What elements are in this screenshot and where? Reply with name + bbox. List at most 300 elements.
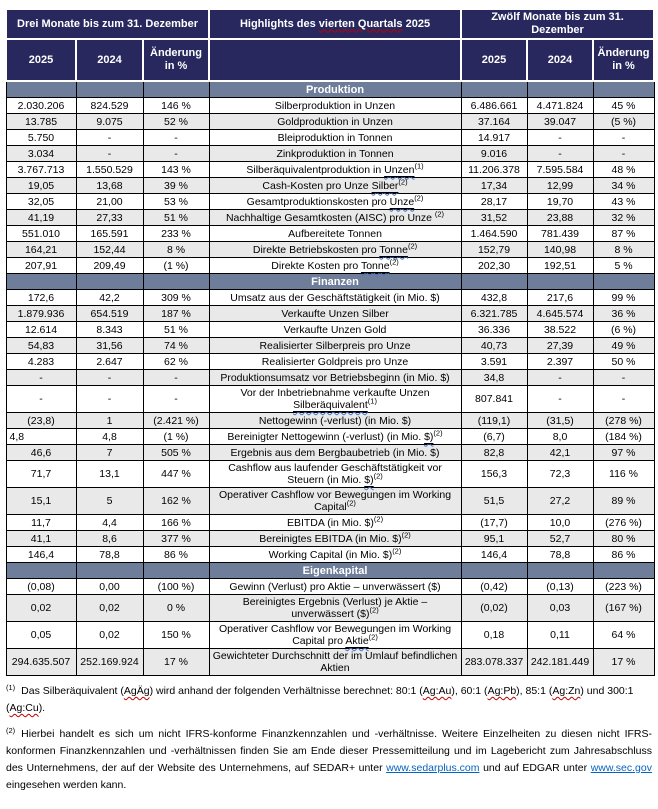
cell-y2025: 40,73 [461, 338, 527, 354]
header-col-y-2025: 2025 [461, 39, 527, 81]
cell-y2024: 78,8 [527, 547, 593, 563]
cell-y2025: 11.206.378 [461, 162, 527, 178]
table-body [6, 81, 654, 676]
cell-q2025: 1.879.936 [6, 306, 76, 322]
cell-y2025: 6.321.785 [461, 306, 527, 322]
text-run: Silberproduktion in Unzen [274, 99, 396, 112]
cell-metric-label [209, 242, 461, 258]
cell-q2025: 5.750 [6, 130, 76, 146]
cell-q2025: 11,7 [6, 515, 76, 531]
cell-q2025: 172,6 [6, 290, 76, 306]
table-row [6, 531, 654, 547]
text-run: Das Silberäquivalent ( [21, 685, 124, 697]
text-run: Operativer Cashflow vor Bewegungen im Working Capital pro [218, 623, 452, 647]
external-link[interactable]: www.sec.gov [590, 762, 652, 774]
underlined-term [293, 399, 368, 411]
table-row [6, 386, 654, 413]
table-row [6, 354, 654, 370]
cell-q-change: 51 % [143, 322, 209, 338]
cell-q-change: 150 % [143, 622, 209, 649]
cell-y2025: (0,42) [461, 579, 527, 595]
table-row [6, 445, 654, 461]
text-run: Verkaufte Unzen Gold [283, 323, 387, 336]
cell-metric-label [209, 226, 461, 242]
section-band-cell [461, 81, 527, 98]
cell-y2024: 140,98 [527, 242, 593, 258]
cell-q-change: 39 % [143, 178, 209, 194]
cell-y2025: 51,5 [461, 488, 527, 515]
cell-q-change: (1 %) [143, 258, 209, 274]
header-col-y-change: Änderung in % [593, 39, 654, 81]
footnote-ref: (2) [368, 632, 378, 642]
cell-q2025: 0,05 [6, 622, 76, 649]
cell-y2024: 27,2 [527, 488, 593, 515]
cell-metric-label [209, 210, 461, 226]
cell-q2024: 1 [76, 413, 143, 429]
cell-y-change: 87 % [593, 226, 654, 242]
table-row [6, 194, 654, 210]
footnote-ref: (2) [434, 209, 445, 218]
cell-y-change: 80 % [593, 531, 654, 547]
cell-q2024: - [76, 370, 143, 386]
cell-y2025: 156,3 [461, 461, 527, 488]
cell-y2024: - [527, 386, 593, 413]
cell-metric-label [209, 461, 461, 488]
cell-q2025: 4,8 [6, 429, 76, 445]
cell-y-change: 97 % [593, 445, 654, 461]
spellcheck-flagged-word: Ag:Cu [9, 702, 39, 714]
text-run: Bereinigtes EBITDA (in Mio. $) [259, 532, 402, 545]
cell-y2024: 52,7 [527, 531, 593, 547]
cell-y2024: 12,99 [527, 178, 593, 194]
cell-y-change: (6 %) [593, 322, 654, 338]
cell-y2025: 6.486.661 [461, 98, 527, 114]
quarterly-highlights-table [5, 8, 655, 676]
cell-q2025: (0,08) [6, 579, 76, 595]
cell-y2024: 72,3 [527, 461, 593, 488]
cell-y-change: 48 % [593, 162, 654, 178]
table-row [6, 338, 654, 354]
footnote-ref: (2) [346, 498, 356, 508]
cell-y2025: 95,1 [461, 531, 527, 547]
cell-y2025: 17,34 [461, 178, 527, 194]
cell-metric-label [209, 162, 461, 178]
text-run: eingesehen werden kann. [6, 779, 127, 791]
cell-q2025: 146,4 [6, 547, 76, 563]
text-run: Zinkproduktion in Tonnen [276, 147, 394, 160]
cell-y2025: (17,7) [461, 515, 527, 531]
cell-q-change: 377 % [143, 531, 209, 547]
cell-q2025: 41,1 [6, 531, 76, 547]
cell-q-change: (2.421 %) [143, 413, 209, 429]
cell-q2024: 21,00 [76, 194, 143, 210]
cell-metric-label [209, 98, 461, 114]
cell-q2024: 4,4 [76, 515, 143, 531]
underlined-term-text: Aktie [345, 635, 369, 647]
cell-y2025: 3.591 [461, 354, 527, 370]
section-band-cell [6, 81, 76, 98]
cell-y2025: 9.016 [461, 146, 527, 162]
cell-q2024: 13,68 [76, 178, 143, 194]
cell-y-change: 34 % [593, 178, 654, 194]
cell-y-change: 116 % [593, 461, 654, 488]
underlined-term [372, 180, 399, 192]
cell-y2025: 146,4 [461, 547, 527, 563]
cell-q2025: 46,6 [6, 445, 76, 461]
cell-y2024: 4.645.574 [527, 306, 593, 322]
cell-q-change: 166 % [143, 515, 209, 531]
cell-y-change: 36 % [593, 306, 654, 322]
table-row [6, 579, 654, 595]
cell-y2024: 23,88 [527, 210, 593, 226]
spellcheck-flagged-word: Ag:Zn [552, 685, 581, 697]
table-row [6, 210, 654, 226]
cell-y-change: 49 % [593, 338, 654, 354]
table-row [6, 547, 654, 563]
underlined-term [361, 260, 390, 272]
cell-y2024: 10,0 [527, 515, 593, 531]
cell-metric-label [209, 194, 461, 210]
cell-q-change: 309 % [143, 290, 209, 306]
cell-q2025: 32,05 [6, 194, 76, 210]
cell-q-change: 62 % [143, 354, 209, 370]
cell-q2024: 0,02 [76, 595, 143, 622]
footnote-marker: (2) [6, 725, 16, 735]
cell-y2024: 0,11 [527, 622, 593, 649]
cell-y-change: 43 % [593, 194, 654, 210]
cell-metric-label [209, 413, 461, 429]
cell-y-change: 8 % [593, 242, 654, 258]
cell-q2025: 4.283 [6, 354, 76, 370]
footnote-ref: (2) [392, 546, 402, 555]
text-run: Nachhaltige Gesamtkosten (AISC) pro Unze [225, 211, 435, 224]
underlined-term-text: Tonne [379, 243, 408, 256]
cell-metric-label [209, 354, 461, 370]
text-run: Gewichteter Durchschnitt der im Umlauf befindlichen Aktien [212, 650, 458, 674]
text-run: Produktionsumsatz vor Betriebsbeginn (in Mio. $) [220, 371, 450, 384]
footnote [6, 726, 652, 794]
text-run: ). [38, 702, 46, 714]
cell-metric-label [209, 370, 461, 386]
cell-q-change: 162 % [143, 488, 209, 515]
cell-y-change: (223 %) [593, 579, 654, 595]
text-run: Gesamtproduktionskosten pro [246, 195, 390, 208]
header-highlights-pre: Highlights des [239, 17, 319, 30]
cell-y2025: 0,18 [461, 622, 527, 649]
text-run: ) und 300:1 ( [6, 685, 634, 714]
cell-y-change: 17 % [593, 649, 654, 676]
section-band-cell [6, 274, 76, 290]
text-run: und auf EDGAR unter [479, 762, 591, 774]
table-row [6, 649, 654, 676]
section-band-row [6, 563, 654, 579]
cell-y2025: 807.841 [461, 386, 527, 413]
cell-y2025: 1.464.590 [461, 226, 527, 242]
cell-q2024: 8.343 [76, 322, 143, 338]
cell-q2024: 27,33 [76, 210, 143, 226]
text-run: Direkte Betriebskosten pro [252, 243, 380, 256]
section-band-cell [527, 274, 593, 290]
section-band-cell [593, 274, 654, 290]
cell-y-change: (276 %) [593, 515, 654, 531]
cell-q2024: 152,44 [76, 242, 143, 258]
text-run: ), 85:1 ( [516, 685, 553, 697]
cell-y2024: - [527, 370, 593, 386]
text-run: Working Capital (in Mio. $) [268, 548, 393, 561]
header-col-q-2024: 2024 [76, 39, 143, 81]
cell-y2025: 28,17 [461, 194, 527, 210]
text-run: Vor der Inbetriebnahme verkaufte Unzen [240, 387, 430, 399]
cell-q-change: 146 % [143, 98, 209, 114]
spellcheck-flagged-word: Ag:Au [422, 685, 452, 697]
cell-y2025: (6,7) [461, 429, 527, 445]
table-row [6, 370, 654, 386]
cell-q2025: 3.034 [6, 146, 76, 162]
cell-q-change: (100 %) [143, 579, 209, 595]
cell-metric-label [209, 579, 461, 595]
cell-q-change: 187 % [143, 306, 209, 322]
cell-y-change: 99 % [593, 290, 654, 306]
cell-metric-label [209, 338, 461, 354]
text-run: Verkaufte Unzen Silber [281, 307, 389, 320]
cell-y2025: 34,8 [461, 370, 527, 386]
section-band-row [6, 81, 654, 98]
cell-q-change: - [143, 146, 209, 162]
cell-y2024: 4.471.824 [527, 98, 593, 114]
section-band-cell [461, 274, 527, 290]
cell-q2025: 0,02 [6, 595, 76, 622]
cell-metric-label [209, 290, 461, 306]
text-run: Silberäquivalentproduktion in [246, 163, 385, 176]
cell-q-change: 17 % [143, 649, 209, 676]
text-run: Direkte Kosten pro [271, 259, 361, 272]
cell-q-change: 233 % [143, 226, 209, 242]
footnote-ref: (2) [401, 530, 411, 539]
cell-q-change: 74 % [143, 338, 209, 354]
footnote-ref: (2) [373, 514, 384, 523]
cell-y2025: 202,30 [461, 258, 527, 274]
table-row [6, 622, 654, 649]
cell-metric-label [209, 178, 461, 194]
cell-q-change: 143 % [143, 162, 209, 178]
cell-q2025: 294.635.507 [6, 649, 76, 676]
text-run: Ergebnis aus dem Bergbaubetrieb (in Mio. $) [230, 446, 440, 459]
cell-y2024: 781.439 [527, 226, 593, 242]
cell-y-change: 45 % [593, 98, 654, 114]
cell-q-change: 505 % [143, 445, 209, 461]
section-band-cell [6, 563, 76, 579]
text-run: Aufbereitete Tonnen [288, 227, 382, 240]
footnote [6, 683, 652, 717]
cell-q-change: 447 % [143, 461, 209, 488]
cell-q2025: 164,21 [6, 242, 76, 258]
cell-y2024: - [527, 130, 593, 146]
cell-y2025: 31,52 [461, 210, 527, 226]
cell-metric-label [209, 488, 461, 515]
cell-y2025: 82,8 [461, 445, 527, 461]
text-run: EBITDA (in Mio. $) [286, 516, 374, 529]
cell-q2025: - [6, 386, 76, 413]
table-row [6, 413, 654, 429]
cell-q2024: 5 [76, 488, 143, 515]
cell-q2025: - [6, 370, 76, 386]
cell-q-change: 53 % [143, 194, 209, 210]
cell-q-change: 8 % [143, 242, 209, 258]
cell-y-change: (167 %) [593, 595, 654, 622]
cell-y2024: 27,39 [527, 338, 593, 354]
table-row [6, 306, 654, 322]
cell-y-change: (5 %) [593, 114, 654, 130]
cell-y2025: (119,1) [461, 413, 527, 429]
underlined-term-text: $) [364, 474, 374, 486]
cell-metric-label [209, 445, 461, 461]
table-row [6, 98, 654, 114]
cell-y-change: 5 % [593, 258, 654, 274]
header-twelve-months-title: Zwölf Monate bis zum 31. Dezember [461, 9, 654, 39]
table-row [6, 595, 654, 622]
section-band-cell [593, 81, 654, 98]
header-year-row [6, 39, 654, 81]
header-col-y-2024: 2024 [527, 39, 593, 81]
text-run: ) wird anhand der folgenden Verhältnisse berechnet: 80:1 ( [149, 685, 423, 697]
cell-q2024: 1.550.529 [76, 162, 143, 178]
section-band-cell [527, 81, 593, 98]
footnote-marker: (1) [6, 682, 16, 692]
underlined-term [390, 196, 415, 208]
cell-metric-label [209, 306, 461, 322]
table-row [6, 242, 654, 258]
cell-q2024: 13,1 [76, 461, 143, 488]
cell-y-change: - [593, 370, 654, 386]
cell-q2024: 8,6 [76, 531, 143, 547]
underlined-term [379, 244, 408, 256]
text-run: Cash-Kosten pro Unze [262, 179, 372, 192]
underlined-term-text: Unzen [384, 163, 415, 176]
cell-metric-label [209, 114, 461, 130]
footnote-ref: (2) [407, 241, 418, 250]
table-header [6, 9, 654, 81]
cell-q2025: 54,83 [6, 338, 76, 354]
cell-y-change: - [593, 386, 654, 413]
cell-y-change: 89 % [593, 488, 654, 515]
cell-q2025: 71,7 [6, 461, 76, 488]
cell-y2024: 39.047 [527, 114, 593, 130]
cell-y2025: 14.917 [461, 130, 527, 146]
cell-metric-label [209, 386, 461, 413]
cell-metric-label [209, 595, 461, 622]
cell-y-change: 64 % [593, 622, 654, 649]
cell-y2024: - [527, 146, 593, 162]
external-link[interactable]: www.sedarplus.com [386, 762, 480, 774]
cell-q2024: 252.169.924 [76, 649, 143, 676]
footnote-ref: (1) [414, 161, 424, 170]
header-highlights-title [209, 9, 461, 39]
cell-q2024: - [76, 130, 143, 146]
cell-q2024: 209,49 [76, 258, 143, 274]
cell-q2024: 9.075 [76, 114, 143, 130]
section-title: Finanzen [209, 274, 461, 290]
cell-y2025: 283.078.337 [461, 649, 527, 676]
cell-q2024: 4,8 [76, 429, 143, 445]
cell-q2024: 31,56 [76, 338, 143, 354]
cell-q2024: - [76, 146, 143, 162]
text-run: Gewinn (Verlust) pro Aktie – unverwässert ($) [229, 580, 441, 593]
text-run: Umsatz aus der Geschäftstätigkeit (in Mio. $) [230, 291, 440, 304]
table-row [6, 488, 654, 515]
cell-q2024: 0,02 [76, 622, 143, 649]
table-row [6, 429, 654, 445]
section-band-cell [461, 563, 527, 579]
cell-q2025: 207,91 [6, 258, 76, 274]
table-row [6, 461, 654, 488]
section-band-cell [593, 563, 654, 579]
cell-q-change: - [143, 130, 209, 146]
cell-y2025: (0,02) [461, 595, 527, 622]
cell-y-change: 50 % [593, 354, 654, 370]
header-col-q-change: Änderung in % [143, 39, 209, 81]
cell-y2024: 242.181.449 [527, 649, 593, 676]
table-row [6, 290, 654, 306]
section-band-cell [76, 81, 143, 98]
cell-q2024: 2.647 [76, 354, 143, 370]
footnote-ref: (1) [367, 396, 377, 406]
section-band-row [6, 274, 654, 290]
underlined-term [384, 164, 414, 176]
cell-y2024: 192,51 [527, 258, 593, 274]
table-row [6, 322, 654, 338]
underlined-term-text: Unze [389, 195, 415, 208]
cell-q2025: 19,05 [6, 178, 76, 194]
cell-q2025: 15,1 [6, 488, 76, 515]
section-band-cell [76, 563, 143, 579]
underlined-term-text: $) [424, 430, 434, 443]
cell-metric-label [209, 622, 461, 649]
cell-metric-label [209, 429, 461, 445]
cell-y2024: 7.595.584 [527, 162, 593, 178]
cell-y2025: 152,79 [461, 242, 527, 258]
table-row [6, 130, 654, 146]
cell-metric-label [209, 515, 461, 531]
cell-q2024: 824.529 [76, 98, 143, 114]
cell-q2024: 78,8 [76, 547, 143, 563]
underlined-term [364, 474, 373, 486]
header-highlights-post: 2025 [402, 17, 431, 30]
text-run: Hierbei handelt es sich um nicht IFRS-konforme Finanzkennzahlen und -verhältnisse. Weitere Einzelheiten zu diesen nicht IFRS-konformen Finanzkennzahlen und -verhältnissen finden Sie am Ende dieser Pressemitteilung und im Lagebericht zum Jahresabschluss des Unternehmens, der auf der Website des Unternehmens, auf SEDAR+ unter [6, 728, 652, 774]
header-col-q-2025: 2025 [6, 39, 76, 81]
cell-y2025: 36.336 [461, 322, 527, 338]
cell-q-change: - [143, 386, 209, 413]
section-title: Eigenkapital [209, 563, 461, 579]
cell-q2024: 42,2 [76, 290, 143, 306]
footnote-ref: (2) [414, 193, 424, 202]
footnote-ref: (2) [373, 471, 383, 481]
cell-y2024: 19,70 [527, 194, 593, 210]
cell-q2025: 551.010 [6, 226, 76, 242]
cell-q-change: 51 % [143, 210, 209, 226]
footnote-ref: (2) [398, 177, 408, 186]
cell-q2024: 0,00 [76, 579, 143, 595]
section-band-cell [143, 81, 209, 98]
table-row [6, 178, 654, 194]
text-run: Bleiproduktion in Tonnen [277, 131, 393, 144]
cell-y2024: 8,0 [527, 429, 593, 445]
cell-q-change: - [143, 370, 209, 386]
table-row [6, 515, 654, 531]
cell-y2024: 38.522 [527, 322, 593, 338]
cell-y2025: 37.164 [461, 114, 527, 130]
cell-y2024: 2.397 [527, 354, 593, 370]
cell-q2025: 41,19 [6, 210, 76, 226]
